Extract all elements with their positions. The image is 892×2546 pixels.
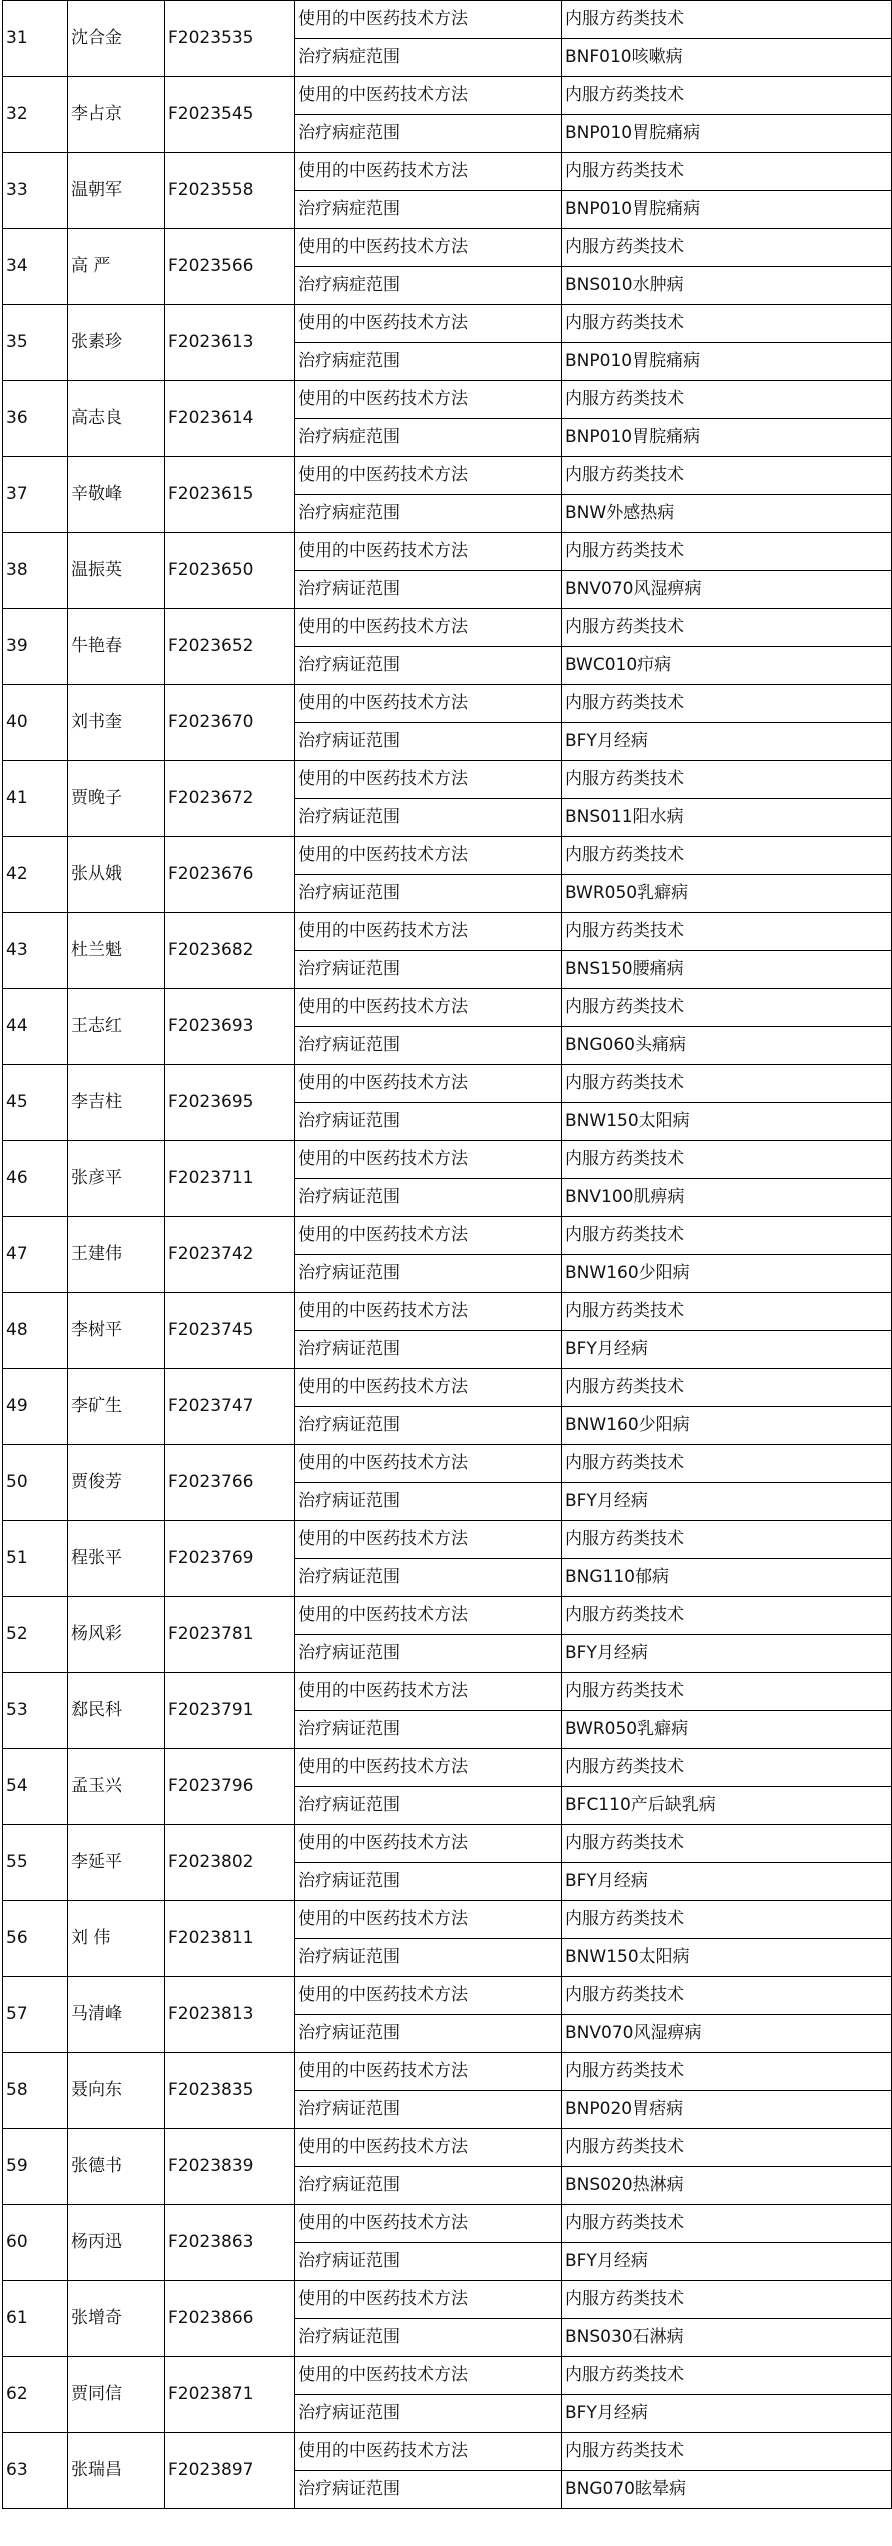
disease-cell: BFC110产后缺乳病 [562,1787,892,1825]
method-label-cell: 使用的中医药技术方法 [295,761,562,799]
physician-name-cell: 张素珍 [68,305,165,381]
physician-name-cell: 杜兰魁 [68,913,165,989]
disease-cell: BFY月经病 [562,1331,892,1369]
disease-cell: BFY月经病 [562,2243,892,2281]
method-label-cell: 使用的中医药技术方法 [295,1901,562,1939]
table-row [3,837,892,875]
scope-label-cell: 治疗病证范围 [295,1939,562,1977]
method-label-cell: 使用的中医药技术方法 [295,2357,562,2395]
physician-name-cell: 温振英 [68,533,165,609]
method-label-cell: 使用的中医药技术方法 [295,1293,562,1331]
disease-cell: BFY月经病 [562,1635,892,1673]
method-label-cell: 使用的中医药技术方法 [295,533,562,571]
method-label-cell: 使用的中医药技术方法 [295,2281,562,2319]
disease-cell: BNV100肌痹病 [562,1179,892,1217]
scope-label-cell: 治疗病症范围 [295,191,562,229]
method-label-cell: 使用的中医药技术方法 [295,2129,562,2167]
registration-code-cell: F2023672 [165,761,295,837]
table-row [3,1901,892,1939]
scope-label-cell: 治疗病证范围 [295,1483,562,1521]
registration-code-cell: F2023535 [165,1,295,77]
physician-name-cell: 牛艳春 [68,609,165,685]
table-row [3,1369,892,1407]
method-value-cell: 内服方药类技术 [562,77,892,115]
method-value-cell: 内服方药类技术 [562,1521,892,1559]
method-value-cell: 内服方药类技术 [562,2129,892,2167]
scope-label-cell: 治疗病证范围 [295,2471,562,2509]
physician-name-cell: 李占京 [68,77,165,153]
table-row [3,533,892,571]
disease-cell: BNS150腰痛病 [562,951,892,989]
scope-label-cell: 治疗病证范围 [295,2167,562,2205]
scope-label-cell: 治疗病证范围 [295,1407,562,1445]
scope-label-cell: 治疗病证范围 [295,1635,562,1673]
scope-label-cell: 治疗病证范围 [295,1787,562,1825]
row-number-cell: 40 [3,685,68,761]
scope-label-cell: 治疗病症范围 [295,267,562,305]
method-value-cell: 内服方药类技术 [562,761,892,799]
row-number-cell: 51 [3,1521,68,1597]
table-row [3,1141,892,1179]
method-value-cell: 内服方药类技术 [562,457,892,495]
disease-cell: BNP010胃脘痛病 [562,115,892,153]
disease-cell: BFY月经病 [562,2395,892,2433]
physician-name-cell: 郄民科 [68,1673,165,1749]
row-number-cell: 35 [3,305,68,381]
disease-cell: BNW160少阳病 [562,1407,892,1445]
table-row [3,2129,892,2167]
row-number-cell: 44 [3,989,68,1065]
table-row [3,609,892,647]
method-value-cell: 内服方药类技术 [562,1673,892,1711]
row-number-cell: 43 [3,913,68,989]
table-row [3,989,892,1027]
registration-code-cell: F2023670 [165,685,295,761]
method-label-cell: 使用的中医药技术方法 [295,1445,562,1483]
row-number-cell: 55 [3,1825,68,1901]
registration-code-cell: F2023835 [165,2053,295,2129]
method-label-cell: 使用的中医药技术方法 [295,1597,562,1635]
method-label-cell: 使用的中医药技术方法 [295,2053,562,2091]
physician-name-cell: 张彦平 [68,1141,165,1217]
physician-name-cell: 李树平 [68,1293,165,1369]
method-label-cell: 使用的中医药技术方法 [295,685,562,723]
disease-cell: BNP010胃脘痛病 [562,191,892,229]
disease-cell: BFY月经病 [562,1863,892,1901]
method-label-cell: 使用的中医药技术方法 [295,1521,562,1559]
disease-cell: BNP010胃脘痛病 [562,419,892,457]
scope-label-cell: 治疗病证范围 [295,2015,562,2053]
disease-cell: BNW外感热病 [562,495,892,533]
disease-cell: BNP010胃脘痛病 [562,343,892,381]
registration-code-cell: F2023614 [165,381,295,457]
physician-name-cell: 张从娥 [68,837,165,913]
table-row [3,77,892,115]
physician-name-cell: 马清峰 [68,1977,165,2053]
scope-label-cell: 治疗病症范围 [295,39,562,77]
method-value-cell: 内服方药类技术 [562,685,892,723]
scope-label-cell: 治疗病症范围 [295,495,562,533]
scope-label-cell: 治疗病证范围 [295,875,562,913]
method-label-cell: 使用的中医药技术方法 [295,77,562,115]
method-value-cell: 内服方药类技术 [562,1065,892,1103]
physician-name-cell: 杨风彩 [68,1597,165,1673]
row-number-cell: 52 [3,1597,68,1673]
method-value-cell: 内服方药类技术 [562,989,892,1027]
registration-code-cell: F2023863 [165,2205,295,2281]
method-label-cell: 使用的中医药技术方法 [295,913,562,951]
scope-label-cell: 治疗病证范围 [295,2319,562,2357]
method-label-cell: 使用的中医药技术方法 [295,2205,562,2243]
registration-code-cell: F2023676 [165,837,295,913]
disease-cell: BNF010咳嗽病 [562,39,892,77]
table-row [3,1673,892,1711]
table-row [3,2281,892,2319]
registration-code-cell: F2023802 [165,1825,295,1901]
method-label-cell: 使用的中医药技术方法 [295,1825,562,1863]
table-row [3,229,892,267]
scope-label-cell: 治疗病症范围 [295,115,562,153]
physician-name-cell: 贾晚子 [68,761,165,837]
disease-cell: BNS030石淋病 [562,2319,892,2357]
scope-label-cell: 治疗病症范围 [295,343,562,381]
method-label-cell: 使用的中医药技术方法 [295,305,562,343]
method-value-cell: 内服方药类技术 [562,1977,892,2015]
physician-name-cell: 辛敬峰 [68,457,165,533]
method-value-cell: 内服方药类技术 [562,1,892,39]
method-value-cell: 内服方药类技术 [562,2433,892,2471]
method-value-cell: 内服方药类技术 [562,1445,892,1483]
registration-code-cell: F2023781 [165,1597,295,1673]
table-row [3,761,892,799]
method-label-cell: 使用的中医药技术方法 [295,153,562,191]
scope-label-cell: 治疗病证范围 [295,799,562,837]
method-label-cell: 使用的中医药技术方法 [295,457,562,495]
physician-name-cell: 张瑞昌 [68,2433,165,2509]
physician-name-cell: 贾俊芳 [68,1445,165,1521]
physician-name-cell: 高 严 [68,229,165,305]
registration-code-cell: F2023742 [165,1217,295,1293]
registration-code-cell: F2023866 [165,2281,295,2357]
method-value-cell: 内服方药类技术 [562,305,892,343]
method-value-cell: 内服方药类技术 [562,1217,892,1255]
method-value-cell: 内服方药类技术 [562,1293,892,1331]
scope-label-cell: 治疗病证范围 [295,1559,562,1597]
disease-cell: BNG110郁病 [562,1559,892,1597]
disease-cell: BNP020胃痞病 [562,2091,892,2129]
row-number-cell: 49 [3,1369,68,1445]
physician-name-cell: 程张平 [68,1521,165,1597]
row-number-cell: 32 [3,77,68,153]
disease-cell: BNS020热淋病 [562,2167,892,2205]
registration-code-cell: F2023769 [165,1521,295,1597]
disease-cell: BWR050乳癖病 [562,1711,892,1749]
method-value-cell: 内服方药类技术 [562,153,892,191]
row-number-cell: 37 [3,457,68,533]
registration-code-cell: F2023871 [165,2357,295,2433]
method-value-cell: 内服方药类技术 [562,2357,892,2395]
registration-code-cell: F2023747 [165,1369,295,1445]
method-label-cell: 使用的中医药技术方法 [295,1065,562,1103]
table-row [3,1217,892,1255]
disease-cell: BNG070眩晕病 [562,2471,892,2509]
table-row [3,153,892,191]
disease-cell: BNW160少阳病 [562,1255,892,1293]
scope-label-cell: 治疗病证范围 [295,723,562,761]
table-row [3,1749,892,1787]
physician-name-cell: 贾同信 [68,2357,165,2433]
registration-code-cell: F2023558 [165,153,295,229]
method-value-cell: 内服方药类技术 [562,1825,892,1863]
row-number-cell: 36 [3,381,68,457]
scope-label-cell: 治疗病证范围 [295,1331,562,1369]
row-number-cell: 59 [3,2129,68,2205]
table-row [3,1445,892,1483]
row-number-cell: 62 [3,2357,68,2433]
disease-cell: BNG060头痛病 [562,1027,892,1065]
physician-name-cell: 王建伟 [68,1217,165,1293]
row-number-cell: 60 [3,2205,68,2281]
table-row [3,2357,892,2395]
method-value-cell: 内服方药类技术 [562,1141,892,1179]
scope-label-cell: 治疗病证范围 [295,2243,562,2281]
scope-label-cell: 治疗病证范围 [295,2395,562,2433]
row-number-cell: 34 [3,229,68,305]
row-number-cell: 56 [3,1901,68,1977]
row-number-cell: 54 [3,1749,68,1825]
method-value-cell: 内服方药类技术 [562,2281,892,2319]
table-row [3,2433,892,2471]
row-number-cell: 47 [3,1217,68,1293]
scope-label-cell: 治疗病证范围 [295,1863,562,1901]
row-number-cell: 45 [3,1065,68,1141]
method-value-cell: 内服方药类技术 [562,229,892,267]
table-row [3,1293,892,1331]
method-value-cell: 内服方药类技术 [562,1749,892,1787]
scope-label-cell: 治疗病证范围 [295,647,562,685]
method-label-cell: 使用的中医药技术方法 [295,381,562,419]
row-number-cell: 63 [3,2433,68,2509]
scope-label-cell: 治疗病证范围 [295,1711,562,1749]
method-label-cell: 使用的中医药技术方法 [295,229,562,267]
physician-name-cell: 聂向东 [68,2053,165,2129]
method-label-cell: 使用的中医药技术方法 [295,1977,562,2015]
registration-code-cell: F2023796 [165,1749,295,1825]
scope-label-cell: 治疗病证范围 [295,571,562,609]
disease-cell: BNV070风湿痹病 [562,2015,892,2053]
physician-name-cell: 沈合金 [68,1,165,77]
disease-cell: BNW150太阳病 [562,1103,892,1141]
row-number-cell: 31 [3,1,68,77]
disease-cell: BNS011阳水病 [562,799,892,837]
disease-cell: BFY月经病 [562,723,892,761]
registration-code-cell: F2023650 [165,533,295,609]
scope-label-cell: 治疗病症范围 [295,419,562,457]
row-number-cell: 57 [3,1977,68,2053]
method-value-cell: 内服方药类技术 [562,1901,892,1939]
disease-cell: BNW150太阳病 [562,1939,892,1977]
registration-code-cell: F2023813 [165,1977,295,2053]
physician-name-cell: 杨丙迅 [68,2205,165,2281]
row-number-cell: 50 [3,1445,68,1521]
disease-cell: BWC010疖病 [562,647,892,685]
registration-code-cell: F2023615 [165,457,295,533]
scope-label-cell: 治疗病证范围 [295,2091,562,2129]
method-value-cell: 内服方药类技术 [562,1369,892,1407]
row-number-cell: 39 [3,609,68,685]
table-row [3,457,892,495]
registration-code-cell: F2023613 [165,305,295,381]
physician-table [2,0,892,2509]
table-row [3,1521,892,1559]
row-number-cell: 41 [3,761,68,837]
physician-name-cell: 温朝军 [68,153,165,229]
physician-name-cell: 高志良 [68,381,165,457]
method-label-cell: 使用的中医药技术方法 [295,1673,562,1711]
disease-cell: BNV070风湿痹病 [562,571,892,609]
table-row [3,2205,892,2243]
scope-label-cell: 治疗病证范围 [295,1255,562,1293]
physician-name-cell: 李吉柱 [68,1065,165,1141]
table-row [3,1977,892,2015]
registration-code-cell: F2023791 [165,1673,295,1749]
method-label-cell: 使用的中医药技术方法 [295,837,562,875]
method-value-cell: 内服方药类技术 [562,2053,892,2091]
row-number-cell: 53 [3,1673,68,1749]
physician-name-cell: 李延平 [68,1825,165,1901]
row-number-cell: 48 [3,1293,68,1369]
registration-code-cell: F2023566 [165,229,295,305]
registration-code-cell: F2023695 [165,1065,295,1141]
method-label-cell: 使用的中医药技术方法 [295,1,562,39]
registration-code-cell: F2023897 [165,2433,295,2509]
registration-code-cell: F2023839 [165,2129,295,2205]
row-number-cell: 42 [3,837,68,913]
physician-name-cell: 张德书 [68,2129,165,2205]
registration-code-cell: F2023711 [165,1141,295,1217]
method-value-cell: 内服方药类技术 [562,609,892,647]
table-row [3,1597,892,1635]
scope-label-cell: 治疗病证范围 [295,951,562,989]
method-value-cell: 内服方药类技术 [562,2205,892,2243]
row-number-cell: 46 [3,1141,68,1217]
method-label-cell: 使用的中医药技术方法 [295,1369,562,1407]
method-label-cell: 使用的中医药技术方法 [295,989,562,1027]
table-row [3,1825,892,1863]
physician-name-cell: 孟玉兴 [68,1749,165,1825]
table-row [3,305,892,343]
method-label-cell: 使用的中医药技术方法 [295,1749,562,1787]
registration-code-cell: F2023693 [165,989,295,1065]
registration-code-cell: F2023652 [165,609,295,685]
physician-name-cell: 刘书奎 [68,685,165,761]
table-row [3,913,892,951]
disease-cell: BNS010水肿病 [562,267,892,305]
table-row [3,685,892,723]
table-row [3,2053,892,2091]
row-number-cell: 61 [3,2281,68,2357]
physician-name-cell: 张增奇 [68,2281,165,2357]
method-value-cell: 内服方药类技术 [562,837,892,875]
method-label-cell: 使用的中医药技术方法 [295,1141,562,1179]
method-value-cell: 内服方药类技术 [562,381,892,419]
table-row [3,381,892,419]
method-value-cell: 内服方药类技术 [562,1597,892,1635]
physician-name-cell: 刘 伟 [68,1901,165,1977]
method-label-cell: 使用的中医药技术方法 [295,2433,562,2471]
physician-table-body [3,1,892,2509]
registration-code-cell: F2023682 [165,913,295,989]
row-number-cell: 38 [3,533,68,609]
disease-cell: BWR050乳癖病 [562,875,892,913]
registration-code-cell: F2023811 [165,1901,295,1977]
scope-label-cell: 治疗病证范围 [295,1027,562,1065]
method-label-cell: 使用的中医药技术方法 [295,609,562,647]
scope-label-cell: 治疗病证范围 [295,1103,562,1141]
method-label-cell: 使用的中医药技术方法 [295,1217,562,1255]
physician-name-cell: 李矿生 [68,1369,165,1445]
table-row [3,1,892,39]
table-row [3,1065,892,1103]
registration-code-cell: F2023766 [165,1445,295,1521]
registration-code-cell: F2023745 [165,1293,295,1369]
row-number-cell: 33 [3,153,68,229]
physician-name-cell: 王志红 [68,989,165,1065]
disease-cell: BFY月经病 [562,1483,892,1521]
row-number-cell: 58 [3,2053,68,2129]
scope-label-cell: 治疗病证范围 [295,1179,562,1217]
method-value-cell: 内服方药类技术 [562,913,892,951]
method-value-cell: 内服方药类技术 [562,533,892,571]
registration-code-cell: F2023545 [165,77,295,153]
